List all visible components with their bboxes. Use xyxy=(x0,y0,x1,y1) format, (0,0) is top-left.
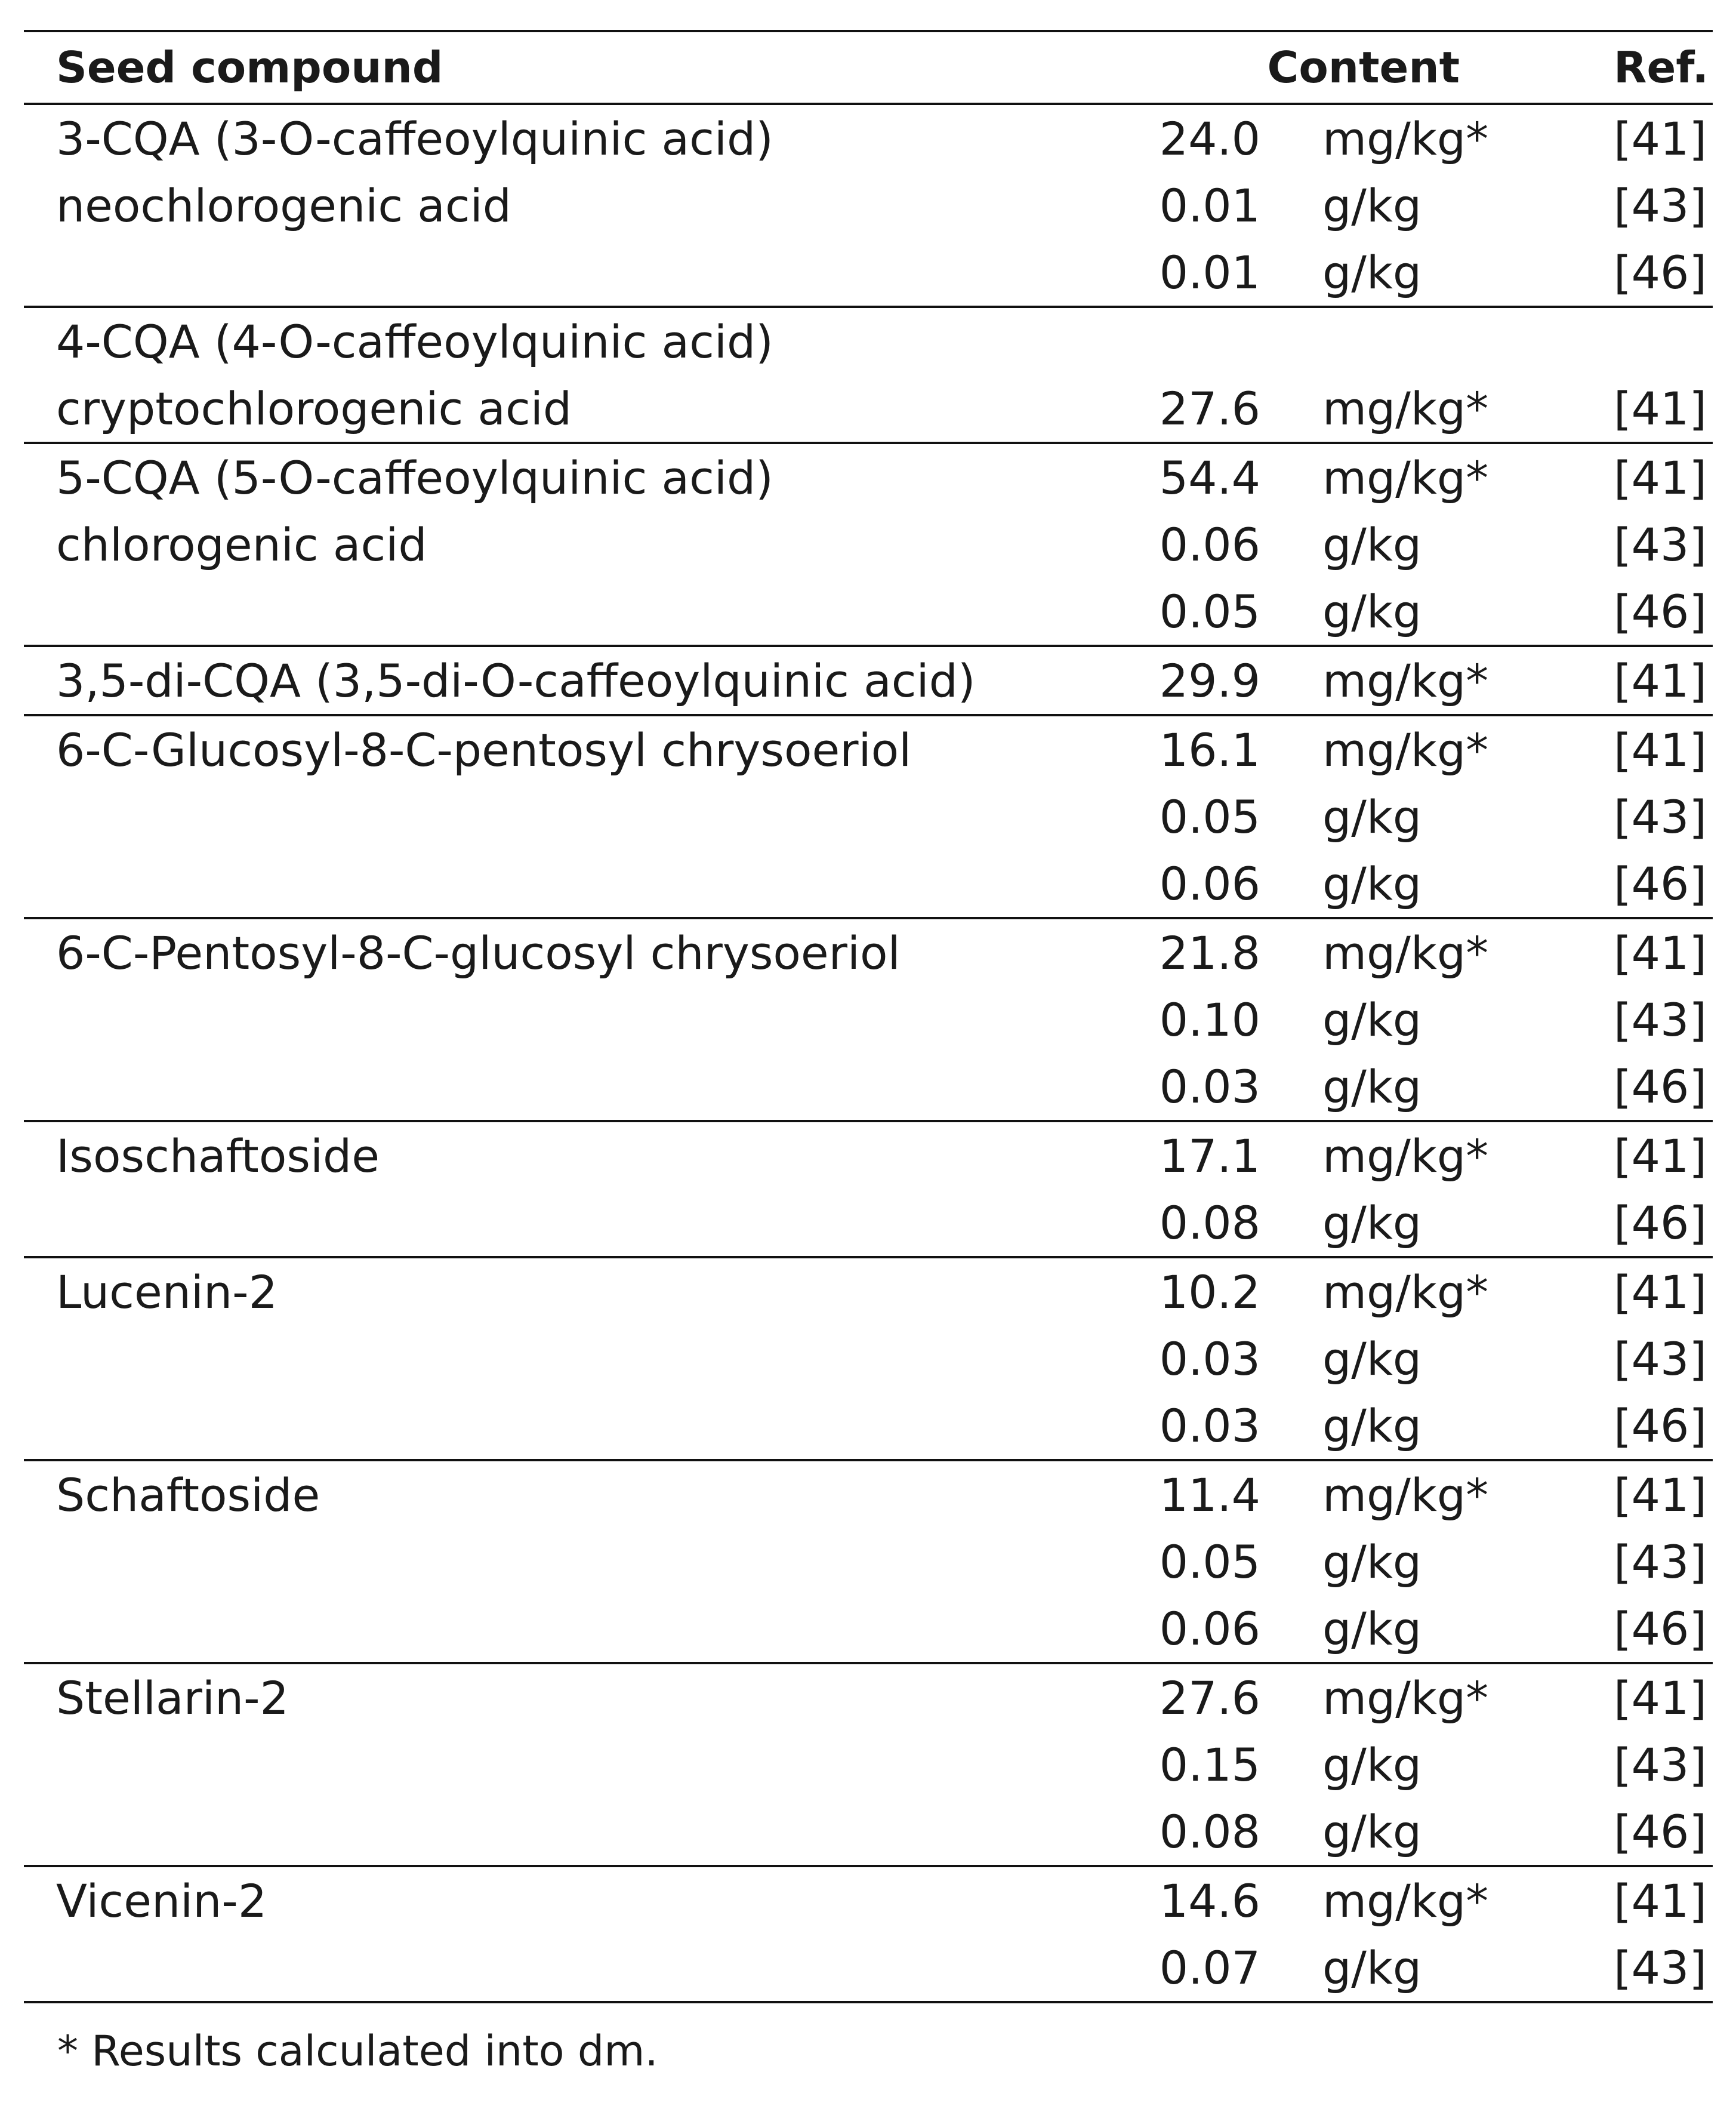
content-value-cell: 0.05 xyxy=(1159,584,1260,638)
reference-cell: [46] xyxy=(1614,584,1707,638)
content-value-cell xyxy=(1003,307,1260,375)
compound-group xyxy=(24,715,1713,918)
content-value-cell: 27.6 xyxy=(1159,381,1260,435)
table-row xyxy=(24,1460,1713,1528)
content-unit-cell: g/kg xyxy=(1322,1332,1422,1385)
compound-name-cell xyxy=(24,1798,1003,1866)
content-value-cell: 0.03 xyxy=(1159,1332,1260,1385)
table-row xyxy=(24,1934,1713,2002)
reference-cell: [43] xyxy=(1614,1332,1707,1385)
compound-name-cell: neochlorogenic acid xyxy=(56,178,512,232)
compound-name-cell: Isoschaftoside xyxy=(56,1129,380,1183)
content-unit-cell: mg/kg* xyxy=(1322,451,1489,504)
compound-name-cell xyxy=(24,578,1003,646)
compound-name-cell: 4-CQA (4-O-caffeoylquinic acid) xyxy=(56,315,773,368)
table-row xyxy=(24,1189,1713,1257)
table-row xyxy=(24,172,1713,239)
reference-cell: [46] xyxy=(1614,1060,1707,1113)
compound-group xyxy=(24,646,1713,715)
compound-name-cell xyxy=(24,239,1003,307)
compound-group xyxy=(24,104,1713,307)
content-unit-cell xyxy=(1260,307,1460,375)
table-row xyxy=(24,239,1713,307)
content-unit-cell: g/kg xyxy=(1322,1535,1422,1588)
table-row xyxy=(24,715,1713,783)
reference-cell: [41] xyxy=(1614,451,1707,504)
content-unit-cell: g/kg xyxy=(1322,584,1422,638)
content-value-cell: 14.6 xyxy=(1159,1874,1260,1928)
compound-name-cell xyxy=(24,1325,1003,1392)
table-row xyxy=(24,850,1713,918)
content-value-cell: 0.06 xyxy=(1159,1602,1260,1655)
content-value-cell: 0.10 xyxy=(1159,993,1260,1046)
compound-name-cell: Stellarin-2 xyxy=(56,1671,289,1725)
table-row xyxy=(24,1257,1713,1325)
content-unit-cell: mg/kg* xyxy=(1322,654,1489,707)
content-value-cell: 0.05 xyxy=(1159,1535,1260,1588)
compound-group xyxy=(24,1866,1713,2002)
reference-cell: [41] xyxy=(1614,112,1707,165)
content-unit-cell: g/kg xyxy=(1322,790,1422,843)
reference-cell: [46] xyxy=(1614,1196,1707,1249)
content-unit-cell: g/kg xyxy=(1322,1060,1422,1113)
table-row xyxy=(24,307,1713,375)
content-unit-cell: g/kg xyxy=(1322,993,1422,1046)
content-value-cell: 11.4 xyxy=(1159,1468,1260,1522)
table-row xyxy=(24,1731,1713,1798)
content-unit-cell: mg/kg* xyxy=(1322,112,1489,165)
compound-name-cell: 3,5-di-CQA (3,5-di-O-caffeoylquinic acid) xyxy=(56,654,976,707)
table-row xyxy=(24,1325,1713,1392)
reference-cell: [41] xyxy=(1614,1265,1707,1319)
reference-cell: [46] xyxy=(1614,857,1707,910)
header-seed-compound: Seed compound xyxy=(56,42,443,93)
compound-name-cell: 3-CQA (3-O-caffeoylquinic acid) xyxy=(56,112,773,165)
content-unit-cell: g/kg xyxy=(1322,178,1422,232)
content-value-cell: 27.6 xyxy=(1159,1671,1260,1725)
table-row xyxy=(24,1392,1713,1460)
compound-name-cell: Schaftoside xyxy=(56,1468,320,1522)
table-row xyxy=(24,783,1713,850)
content-unit-cell: g/kg xyxy=(1322,857,1422,910)
compound-name-cell xyxy=(24,1595,1003,1663)
content-unit-cell: g/kg xyxy=(1322,518,1422,571)
compound-name-cell xyxy=(24,1392,1003,1460)
table-row xyxy=(24,1121,1713,1189)
table-row xyxy=(24,443,1713,511)
compound-name-cell xyxy=(24,850,1003,918)
content-value-cell: 0.08 xyxy=(1159,1805,1260,1858)
reference-cell: [46] xyxy=(1614,1399,1707,1452)
content-value-cell: 0.01 xyxy=(1159,245,1260,299)
header-row xyxy=(24,31,1713,104)
content-unit-cell: g/kg xyxy=(1322,1738,1422,1791)
reference-cell: [41] xyxy=(1614,1468,1707,1522)
reference-cell: [46] xyxy=(1614,245,1707,299)
content-unit-cell: g/kg xyxy=(1322,1399,1422,1452)
table-row xyxy=(24,1866,1713,1934)
table-row xyxy=(24,578,1713,646)
reference-cell: [43] xyxy=(1614,1535,1707,1588)
compound-name-cell: 6-C-Pentosyl-8-C-glucosyl chrysoeriol xyxy=(56,926,901,980)
reference-cell: [46] xyxy=(1614,1805,1707,1858)
compound-name-cell xyxy=(24,986,1003,1053)
reference-cell: [43] xyxy=(1614,1738,1707,1791)
content-value-cell: 0.05 xyxy=(1159,790,1260,843)
compound-group xyxy=(24,918,1713,1121)
seed-compound-table xyxy=(24,30,1713,2003)
reference-cell: [41] xyxy=(1614,654,1707,707)
table-row xyxy=(24,1053,1713,1121)
compound-name-cell xyxy=(24,783,1003,850)
content-unit-cell: g/kg xyxy=(1322,1805,1422,1858)
compound-name-cell xyxy=(24,1189,1003,1257)
reference-cell: [41] xyxy=(1614,381,1707,435)
content-value-cell: 0.06 xyxy=(1159,518,1260,571)
content-value-cell: 0.06 xyxy=(1159,857,1260,910)
reference-cell: [43] xyxy=(1614,790,1707,843)
table-row xyxy=(24,375,1713,443)
table-row xyxy=(24,1528,1713,1595)
table-footnote: * Results calculated into dm. xyxy=(57,2027,658,2076)
content-value-cell: 0.07 xyxy=(1159,1941,1260,1994)
compound-name-cell xyxy=(24,1731,1003,1798)
compound-name-cell: Lucenin-2 xyxy=(56,1265,277,1319)
content-unit-cell: g/kg xyxy=(1322,1196,1422,1249)
content-value-cell: 17.1 xyxy=(1159,1129,1260,1183)
content-value-cell: 0.03 xyxy=(1159,1060,1260,1113)
compound-group xyxy=(24,307,1713,443)
content-value-cell: 21.8 xyxy=(1159,926,1260,980)
content-unit-cell: mg/kg* xyxy=(1322,1129,1489,1183)
compound-name-cell xyxy=(24,1053,1003,1121)
reference-cell: [41] xyxy=(1614,1874,1707,1928)
reference-cell: [41] xyxy=(1614,926,1707,980)
reference-cell: [43] xyxy=(1614,993,1707,1046)
reference-cell: [43] xyxy=(1614,178,1707,232)
compound-table-container xyxy=(24,30,1713,2003)
table-row xyxy=(24,646,1713,715)
compound-group xyxy=(24,1121,1713,1257)
table-row xyxy=(24,1595,1713,1663)
content-value-cell: 0.03 xyxy=(1159,1399,1260,1452)
content-unit-cell: g/kg xyxy=(1322,245,1422,299)
content-value-cell: 16.1 xyxy=(1159,723,1260,777)
compound-name-cell: chlorogenic acid xyxy=(56,518,427,571)
content-unit-cell: mg/kg* xyxy=(1322,723,1489,777)
content-value-cell: 0.08 xyxy=(1159,1196,1260,1249)
content-value-cell: 29.9 xyxy=(1159,654,1260,707)
table-row xyxy=(24,104,1713,172)
compound-name-cell: cryptochlorogenic acid xyxy=(56,381,572,435)
compound-group xyxy=(24,443,1713,646)
compound-name-cell: Vicenin-2 xyxy=(56,1874,267,1928)
table-row xyxy=(24,918,1713,986)
compound-group xyxy=(24,1257,1713,1460)
reference-cell: [41] xyxy=(1614,1671,1707,1725)
reference-cell: [41] xyxy=(1614,723,1707,777)
compound-name-cell xyxy=(24,1934,1003,2002)
content-unit-cell: mg/kg* xyxy=(1322,1671,1489,1725)
content-unit-cell: mg/kg* xyxy=(1322,926,1489,980)
reference-cell xyxy=(1460,307,1713,375)
header-content: Content xyxy=(1267,42,1460,93)
content-unit-cell: g/kg xyxy=(1322,1602,1422,1655)
content-value-cell: 0.15 xyxy=(1159,1738,1260,1791)
content-value-cell: 0.01 xyxy=(1159,178,1260,232)
content-unit-cell: mg/kg* xyxy=(1322,1265,1489,1319)
table-row xyxy=(24,511,1713,578)
compound-name-cell: 5-CQA (5-O-caffeoylquinic acid) xyxy=(56,451,773,504)
compound-name-cell: 6-C-Glucosyl-8-C-pentosyl chrysoeriol xyxy=(56,723,912,777)
content-value-cell: 24.0 xyxy=(1159,112,1260,165)
compound-group xyxy=(24,1460,1713,1663)
reference-cell: [43] xyxy=(1614,1941,1707,1994)
header-ref: Ref. xyxy=(1614,42,1709,93)
table-row xyxy=(24,986,1713,1053)
reference-cell: [41] xyxy=(1614,1129,1707,1183)
compound-name-cell xyxy=(24,1528,1003,1595)
content-unit-cell: mg/kg* xyxy=(1322,1874,1489,1928)
table-row xyxy=(24,1663,1713,1731)
table-header xyxy=(24,31,1713,104)
reference-cell: [46] xyxy=(1614,1602,1707,1655)
content-unit-cell: mg/kg* xyxy=(1322,381,1489,435)
content-unit-cell: g/kg xyxy=(1322,1941,1422,1994)
compound-group xyxy=(24,1663,1713,1866)
content-unit-cell: mg/kg* xyxy=(1322,1468,1489,1522)
content-value-cell: 54.4 xyxy=(1159,451,1260,504)
table-row xyxy=(24,1798,1713,1866)
reference-cell: [43] xyxy=(1614,518,1707,571)
content-value-cell: 10.2 xyxy=(1159,1265,1260,1319)
